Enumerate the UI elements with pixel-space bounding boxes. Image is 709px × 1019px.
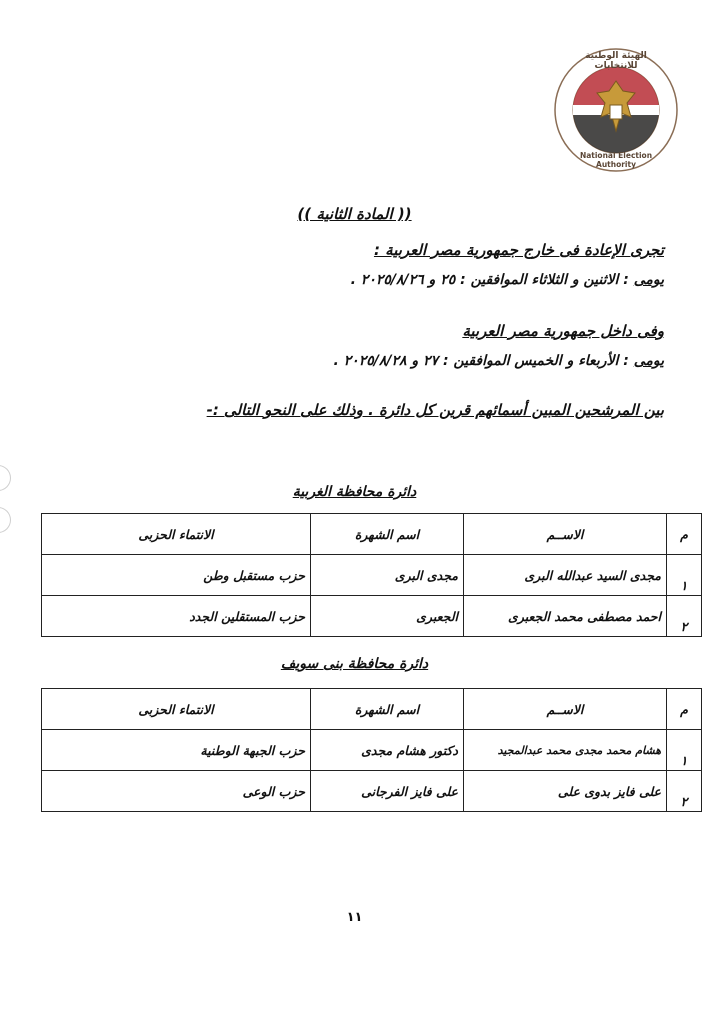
col-header-fame: اسم الشهرة: [311, 689, 464, 730]
section-title-beni-suef: دائرة محافظة بنى سويف: [280, 656, 429, 672]
candidate-name: على فايز بدوى على: [464, 771, 667, 812]
candidate-party: حزب الوعى: [42, 771, 311, 812]
candidate-name: مجدى السيد عبدالله البرى: [464, 555, 667, 596]
inside-dates: : الأربعاء و الخميس الموافقين : ٢٧ و ٢٠٢٥/٨/٢٨ .: [333, 353, 634, 369]
abroad-dates: : الاثنين و الثلاثاء الموافقين : ٢٥ و ٢٠٢٥/٨/٢٦ .: [350, 272, 634, 288]
article-title: (( المادة الثانية )): [297, 205, 412, 223]
candidate-party: حزب الجبهة الوطنية: [42, 730, 311, 771]
table-row: [42, 555, 702, 596]
days-label: يومى: [633, 272, 664, 288]
punch-hole: [0, 507, 11, 533]
col-header-party: الانتماء الحزبى: [42, 514, 311, 555]
row-number: ٢: [667, 771, 702, 812]
col-header-number: م: [667, 514, 702, 555]
candidate-fame: دكتور هشام مجدى: [311, 730, 464, 771]
inside-days: [333, 353, 664, 369]
candidates-table-beni-suef: [41, 688, 702, 812]
table-row: [42, 596, 702, 637]
row-number: ١: [667, 555, 702, 596]
candidate-fame: مجدى البرى: [311, 555, 464, 596]
inside-heading: وفى داخل جمهورية مصر العربية: [462, 322, 664, 340]
page-number: ١١: [346, 910, 363, 925]
candidate-name: هشام محمد مجدى محمد عبدالمجيد: [464, 730, 667, 771]
candidate-name: احمد مصطفى محمد الجعبرى: [464, 596, 667, 637]
table-row: [42, 730, 702, 771]
days-label: يومى: [633, 353, 664, 369]
abroad-heading: تجرى الإعادة فى خارج جمهورية مصر العربية :: [373, 241, 664, 259]
candidate-fame: الجعبرى: [311, 596, 464, 637]
abroad-days: [351, 272, 664, 288]
row-number: ١: [667, 730, 702, 771]
candidate-fame: على فايز الفرجانى: [311, 771, 464, 812]
col-header-name: الاســم: [464, 689, 667, 730]
candidates-intro: بين المرشحين المبين أسمائهم قرين كل دائرة . وذلك على النحو التالى :-: [206, 401, 664, 419]
candidates-table-gharbia: [41, 513, 702, 637]
candidate-party: حزب المستقلين الجدد: [42, 596, 311, 637]
national-election-authority-seal: [553, 47, 679, 173]
col-header-number: م: [667, 689, 702, 730]
row-number: ٢: [667, 596, 702, 637]
seal-text-english: National Election Authority: [579, 151, 653, 169]
section-title-gharbia: دائرة محافظة الغربية: [292, 484, 417, 500]
candidate-party: حزب مستقبل وطن: [42, 555, 311, 596]
col-header-name: الاســم: [464, 514, 667, 555]
table-header-row: [42, 689, 702, 730]
table-row: [42, 771, 702, 812]
col-header-fame: اسم الشهرة: [311, 514, 464, 555]
seal-text-arabic: الهيئة الوطنية للانتخابات: [585, 51, 647, 71]
col-header-party: الانتماء الحزبى: [42, 689, 311, 730]
table-header-row: [42, 514, 702, 555]
